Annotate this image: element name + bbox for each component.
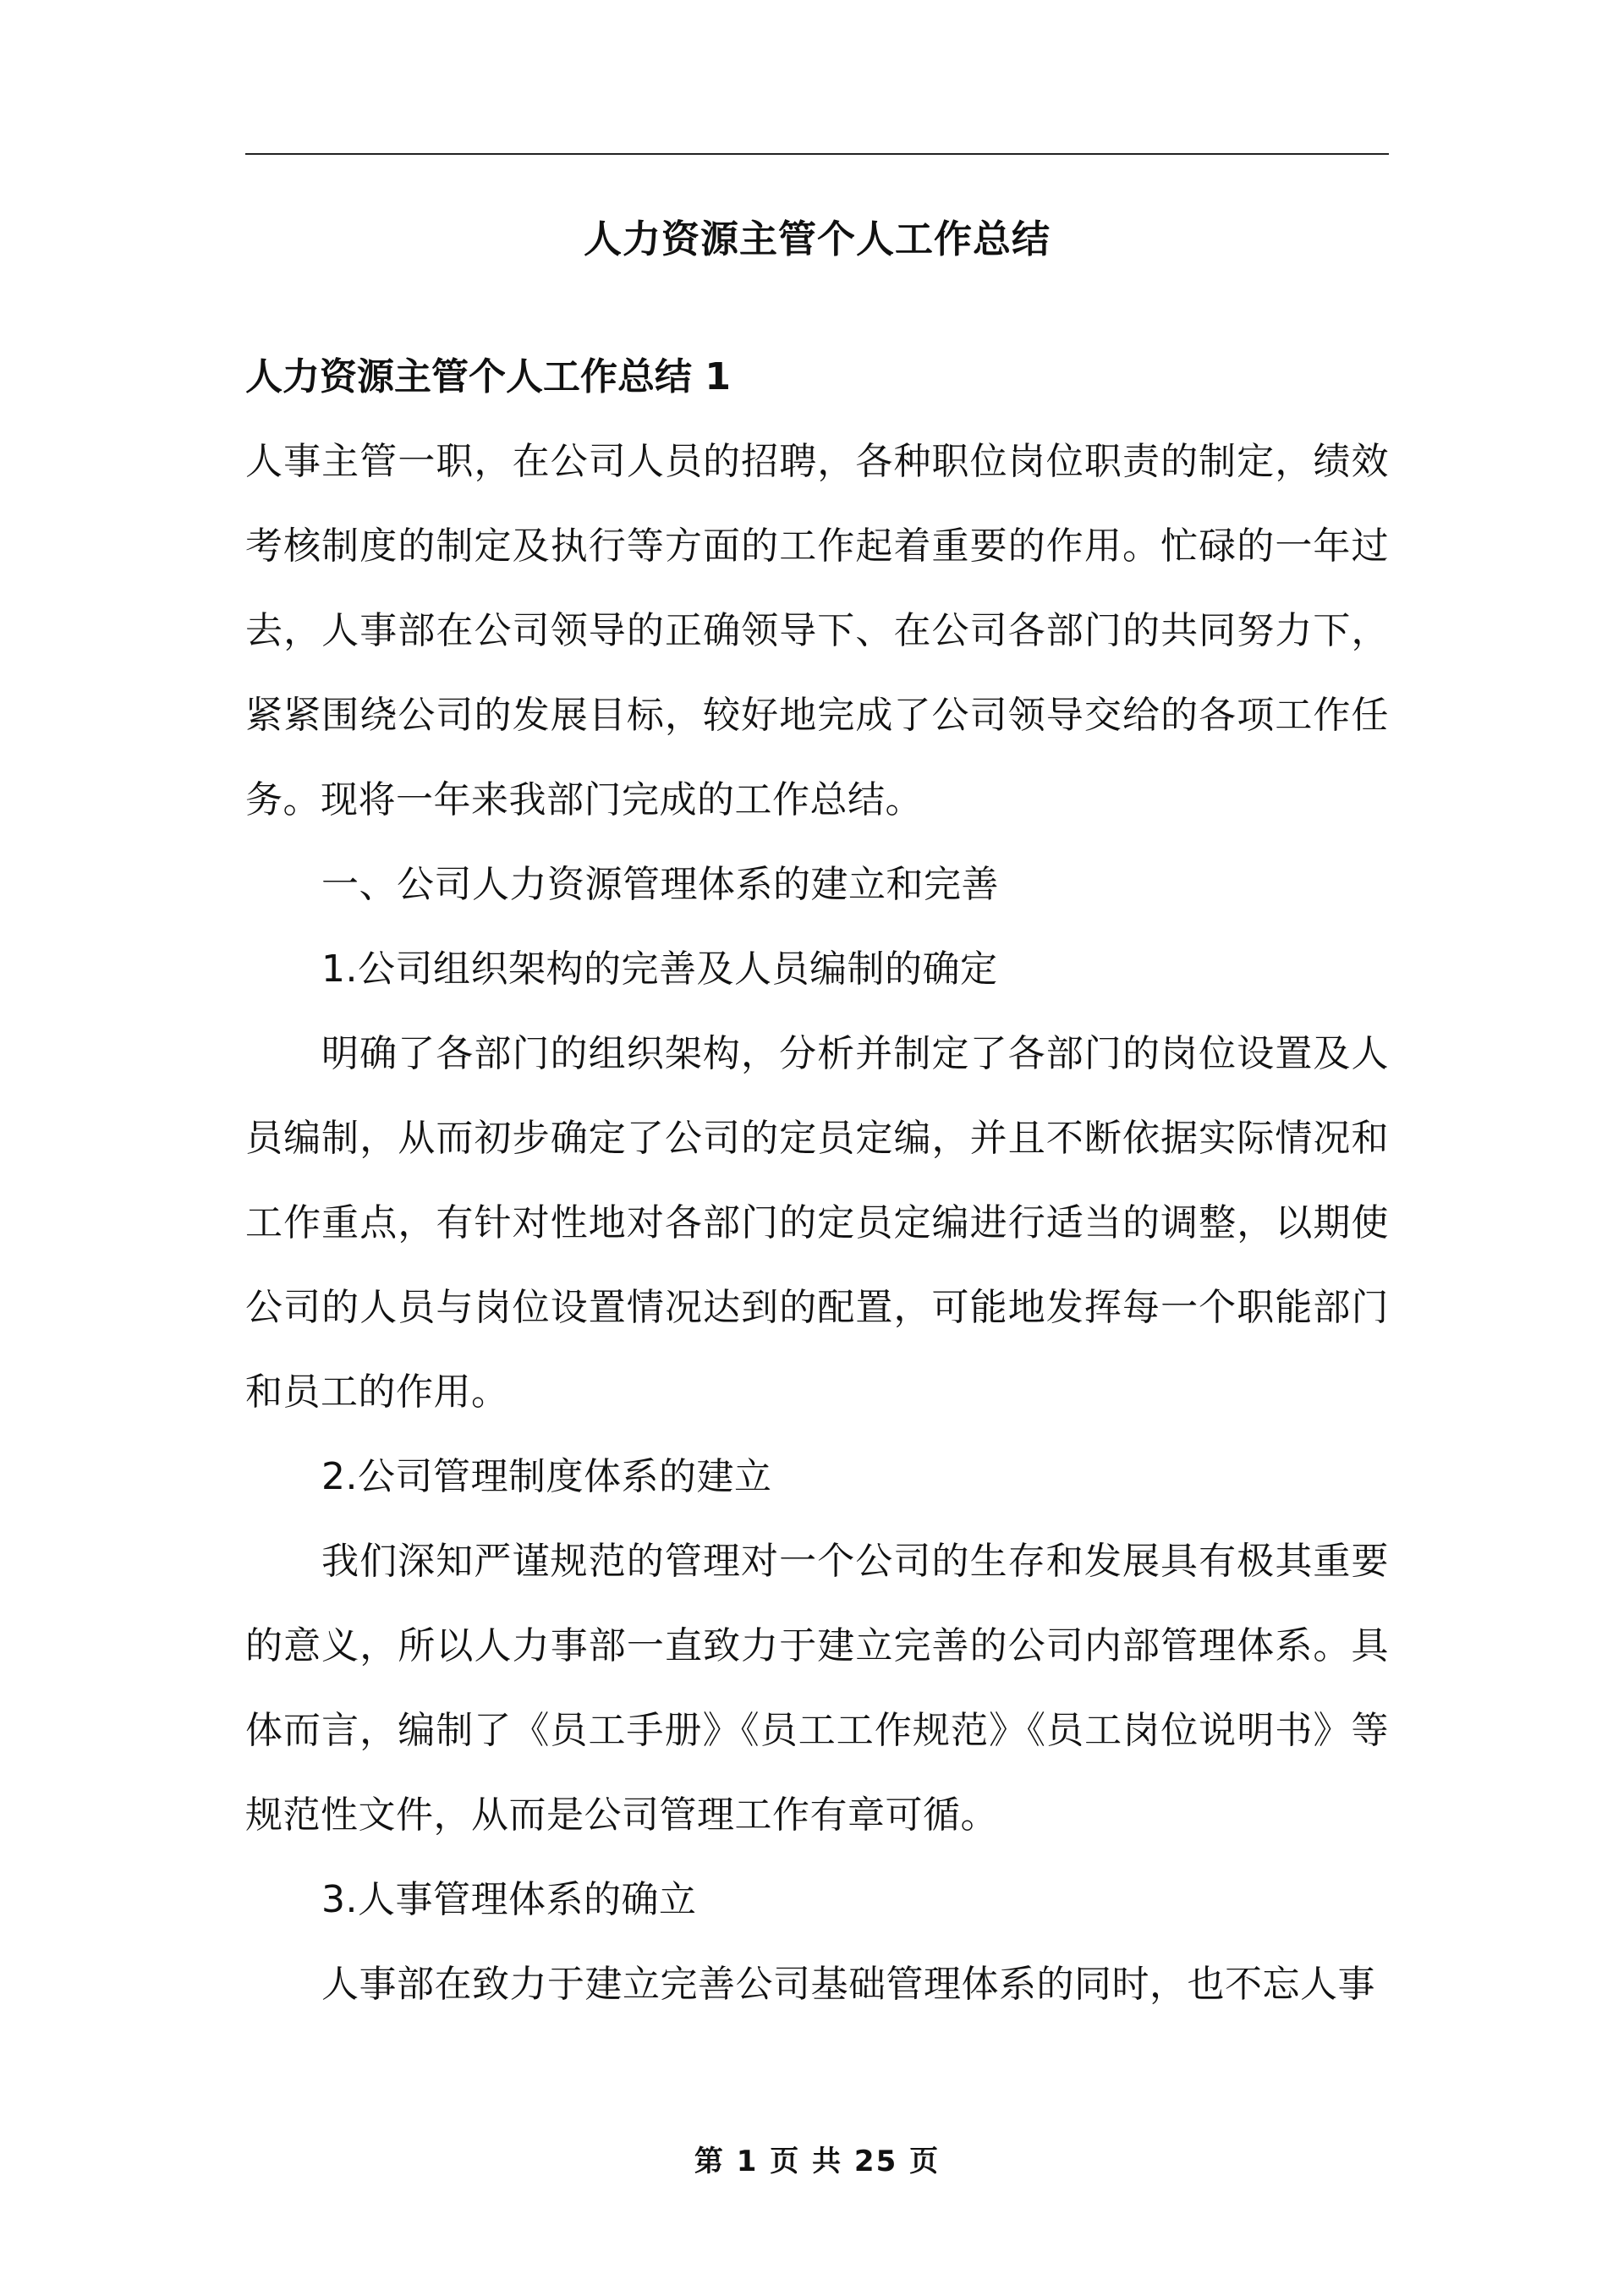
document-body <box>245 335 1389 2027</box>
document-title: 人力资源主管个人工作总结 <box>583 217 1051 261</box>
heading-personnel-system: 3.人事管理体系的确立 <box>321 1878 697 1921</box>
page-number: 第 1 页 共 25 页 <box>694 2145 941 2178</box>
heading-org-structure: 1.公司组织架构的完善及人员编制的确定 <box>321 948 998 991</box>
paragraph-management-rules: 我们深知严谨规范的管理对一个公司的生存和发展具有极其重要的意义，所以人力事部一直致力于建立完善的公司内部管理体系。具体而言，编制了《员工手册》《员工工作规范》《员工岗位说明书》等规范性文件，从而是公司管理工作有章可循。 <box>245 1540 1389 1837</box>
paragraph-intro: 人事主管一职，在公司人员的招聘，各种职位岗位职责的制定，绩效考核制度的制定及执行等方面的工作起着重要的作用。忙碌的一年过去，人事部在公司领导的正确领导下、在公司各部门的共同努力下，紧紧围绕公司的发展目标，较好地完成了公司领导交给的各项工作任务。现将一年来我部门完成的工作总结。 <box>245 440 1389 821</box>
paragraph-org-structure: 明确了各部门的组织架构，分析并制定了各部门的岗位设置及人员编制，从而初步确定了公司的定员定编，并且不断依据实际情况和工作重点，有针对性地对各部门的定员定编进行适当的调整，以期使公司的人员与岗位设置情况达到的配置，可能地发挥每一个职能部门和员工的作用。 <box>245 1032 1389 1414</box>
section-title: 人力资源主管个人工作总结 1 <box>245 355 731 398</box>
header-rule <box>245 153 1389 155</box>
heading-system: 一、公司人力资源管理体系的建立和完善 <box>321 863 999 906</box>
heading-management-rules: 2.公司管理制度体系的建立 <box>321 1455 772 1498</box>
paragraph-personnel-system: 人事部在致力于建立完善公司基础管理体系的同时，也不忘人事 <box>321 1963 1375 2006</box>
